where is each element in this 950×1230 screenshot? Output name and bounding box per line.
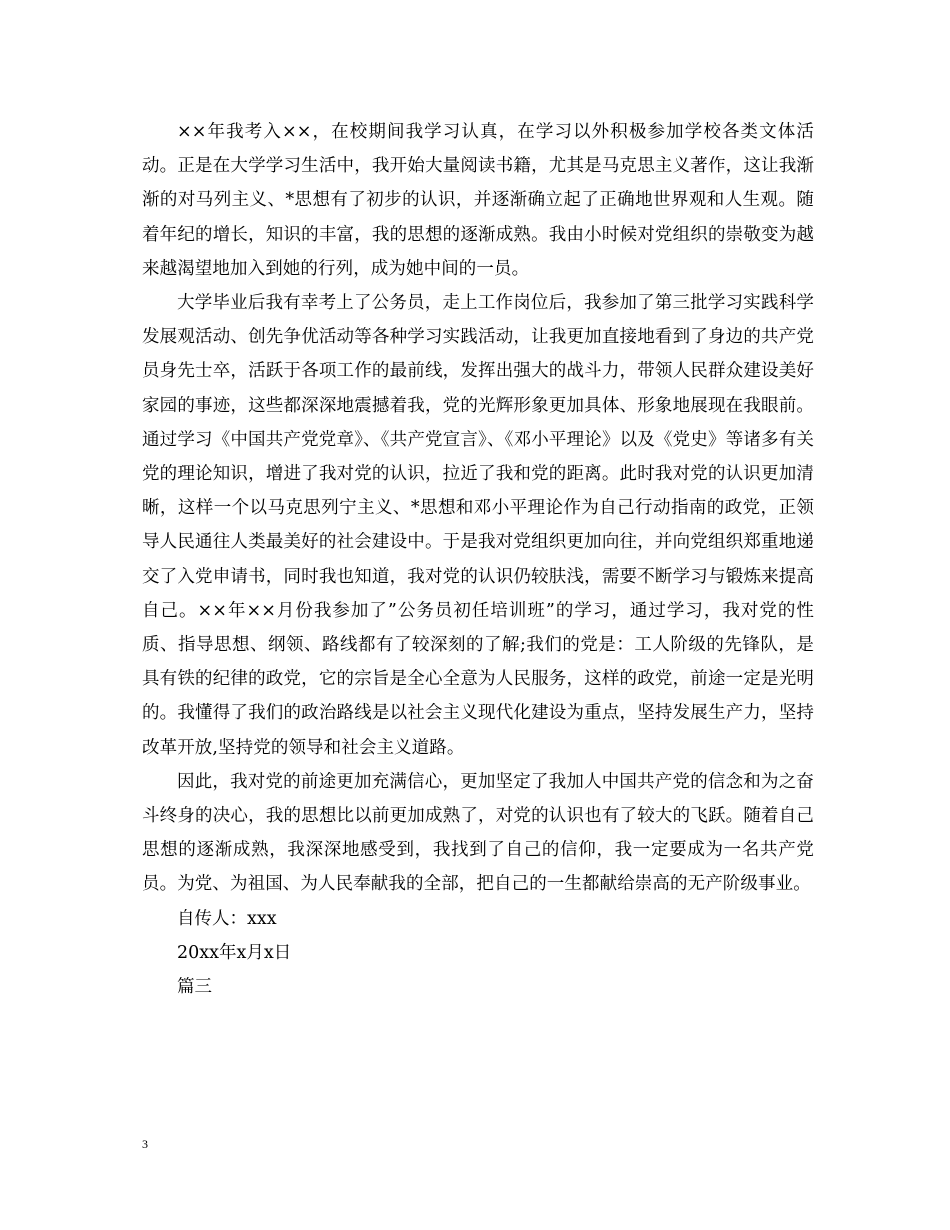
page-number: 3 [142,1137,148,1151]
date-line: 20xx年x月x日 [177,942,292,963]
section-heading: 篇三 [177,977,212,998]
signature-line: 自传人：xxx [177,908,277,929]
document-body [142,115,814,1004]
paragraph-conclusion: 因此，我对党的前途更加充满信心，更加坚定了我加人中国共产党的信念和为之奋斗终身的决心，我的思想比以前更加成熟了，对党的认识也有了较大的飞跃。随着自己思想的逐渐成熟，我深深地感受到，我找到了自己的信仰，我一定要成为一名共产党员。为党、为祖国、为人民奉献我的全部，把自己的一生都献给崇高的无产阶级事业。 [142,771,814,895]
paragraph-civil-servant: 大学毕业后我有幸考上了公务员，走上工作岗位后，我参加了第三批学习实践科学发展观活动、创先争优活动等各种学习实践活动，让我更加直接地看到了身边的共产党员身先士卒，活跃于各项工作的最前线，发挥出强大的战斗力，带领人民群众建设美好家园的事迹，这些都深深地震撼着我，党的光辉形象更加具体、形象地展现在我眼前。通过学习《中国共产党党章》、《共产党宣言》、《邓小平理论》以及《党史》等诸多有关党的理论知识，增进了我对党的认识，拉近了我和党的距离。此时我对党的认识更加清晰，这样一个以马克思列宁主义、*思想和邓小平理论作为自己行动指南的政党，正领导人民通往人类最美好的社会建设中。于是我对党组织更加向往，并向党组织郑重地递交了入党申请书，同时我也知道，我对党的认识仍较肤浅，需要不断学习与锻炼来提高自己。××年××月份我参加了”公务员初任培训班”的学习，通过学习，我对党的性质、指导思想、纲领、路线都有了较深刻的了解;我们的党是：工人阶级的先锋队，是具有铁的纪律的政党，它的宗旨是全心全意为人民服务，这样的政党，前途一定是光明的。我懂得了我们的政治路线是以社会主义现代化建设为重点，坚持发展生产力，坚持改革开放,坚持党的领导和社会主义道路。 [142,293,814,758]
paragraph-university: ××年我考入××，在校期间我学习认真，在学习以外积极参加学校各类文体活动。正是在大学学习生活中，我开始大量阅读书籍，尤其是马克思主义著作，这让我渐渐的对马列主义、*思想有了初步的认识，并逐渐确立起了正确地世界观和人生观。随着年纪的增长，知识的丰富，我的思想的逐渐成熟。我由小时候对党组织的崇敬变为越来越渴望地加入到她的行列，成为她中间的一员。 [142,122,814,279]
